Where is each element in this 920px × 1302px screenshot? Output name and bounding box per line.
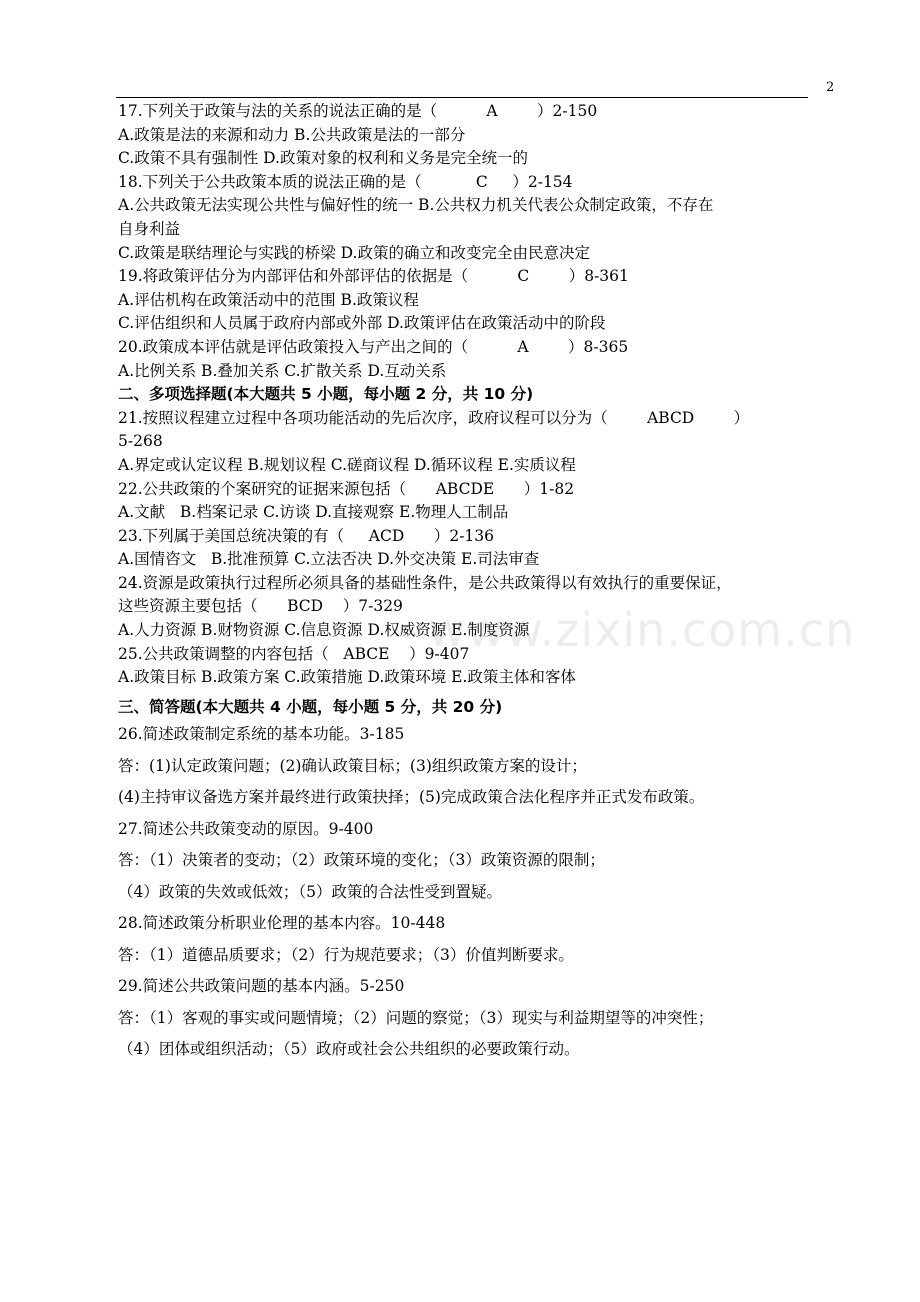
q27-answer-cont: （4）政策的失效或低效；（5）政策的合法性受到置疑。 xyxy=(118,882,502,901)
q17-options-cd: C.政策不具有强制性 D.政策对象的权利和义务是完全统一的 xyxy=(118,149,528,168)
header-rule xyxy=(116,97,808,98)
q22-options: A.文献 B.档案记录 C.访谈 D.直接观察 E.物理人工制品 xyxy=(118,503,509,522)
q29-stem: 29.简述公共政策问题的基本内涵。5-250 xyxy=(118,977,405,996)
q29-answer: 答：（1）客观的事实或问题情境；（2）问题的察觉；（3）现实与利益期望等的冲突性； xyxy=(118,1008,714,1027)
q18-stem: 18.下列关于公共政策本质的说法正确的是（ C ）2-154 xyxy=(118,172,573,191)
watermark: www.zixin.com.cn xyxy=(428,603,856,657)
q24-stem: 24.资源是政策执行过程所必须具备的基础性条件，是公共政策得以有效执行的重要保证， xyxy=(118,573,732,592)
section-2-title: 二、多项选择题(本大题共 5 小题，每小题 2 分，共 10 分) xyxy=(118,385,534,404)
document-body xyxy=(118,100,838,1066)
page-number: 2 xyxy=(826,80,835,95)
q22-stem: 22.公共政策的个案研究的证据来源包括（ ABCDE ）1-82 xyxy=(118,479,575,498)
q19-options-ab: A.评估机构在政策活动中的范围 B.政策议程 xyxy=(118,290,419,309)
q23-stem: 23.下列属于美国总统决策的有（ ACD ）2-136 xyxy=(118,526,495,545)
q26-answer: 答：(1)认定政策问题；(2)确认政策目标；(3)组织政策方案的设计； xyxy=(118,756,587,775)
q24-stem-cont: 这些资源主要包括（ BCD ）7-329 xyxy=(118,597,403,616)
q18-options-ab-cont: 自身利益 xyxy=(118,219,181,238)
q19-options-cd: C.评估组织和人员属于政府内部或外部 D.政策评估在政策活动中的阶段 xyxy=(118,314,606,333)
q20-stem: 20.政策成本评估就是评估政策投入与产出之间的（ A ）8-365 xyxy=(118,337,629,356)
q21-stem: 21.按照议程建立过程中各项功能活动的先后次序，政府议程可以分为（ ABCD ） xyxy=(118,408,750,427)
q17-options-ab: A.政策是法的来源和动力 B.公共政策是法的一部分 xyxy=(118,125,466,144)
q28-answer: 答：（1）道德品质要求；（2）行为规范要求；（3）价值判断要求。 xyxy=(118,945,574,964)
q28-stem: 28.简述政策分析职业伦理的基本内容。10-448 xyxy=(118,914,446,933)
q26-answer-cont: (4)主持审议备选方案并最终进行政策抉择；(5)完成政策合法化程序并正式发布政策。 xyxy=(118,788,705,807)
q17-stem: 17.下列关于政策与法的关系的说法正确的是（ A ）2-150 xyxy=(118,102,598,120)
q25-options: A.政策目标 B.政策方案 C.政策措施 D.政策环境 E.政策主体和客体 xyxy=(118,668,576,687)
q19-stem: 19.将政策评估分为内部评估和外部评估的依据是（ C ）8-361 xyxy=(118,267,629,286)
q24-options: A.人力资源 B.财物资源 C.信息资源 D.权威资源 E.制度资源 xyxy=(118,621,530,640)
q18-options-cd: C.政策是联结理论与实践的桥梁 D.政策的确立和改变完全由民意决定 xyxy=(118,243,590,262)
q29-answer-cont: （4）团体或组织活动；（5）政府或社会公共组织的必要政策行动。 xyxy=(118,1040,580,1059)
q27-stem: 27.简述公共政策变动的原因。9-400 xyxy=(118,819,374,838)
q23-options: A.国情咨文 B.批准预算 C.立法否决 D.外交决策 E.司法审查 xyxy=(118,550,540,569)
q21-stem-cont: 5-268 xyxy=(118,432,163,451)
q26-stem: 26.简述政策制定系统的基本功能。3-185 xyxy=(118,725,405,744)
q20-options: A.比例关系 B.叠加关系 C.扩散关系 D.互动关系 xyxy=(118,361,447,380)
q27-answer: 答：（1）决策者的变动；（2）政策环境的变化；（3）政策资源的限制； xyxy=(118,851,605,870)
q21-options: A.界定或认定议程 B.规划议程 C.磋商议程 D.循环议程 E.实质议程 xyxy=(118,455,576,474)
section-3-title: 三、简答题(本大题共 4 小题，每小题 5 分，共 20 分) xyxy=(118,697,503,716)
q18-options-ab: A.公共政策无法实现公共性与偏好性的统一 B.公共权力机关代表公众制定政策，不存在 xyxy=(118,196,714,215)
q25-stem: 25.公共政策调整的内容包括（ ABCE ）9-407 xyxy=(118,644,470,663)
